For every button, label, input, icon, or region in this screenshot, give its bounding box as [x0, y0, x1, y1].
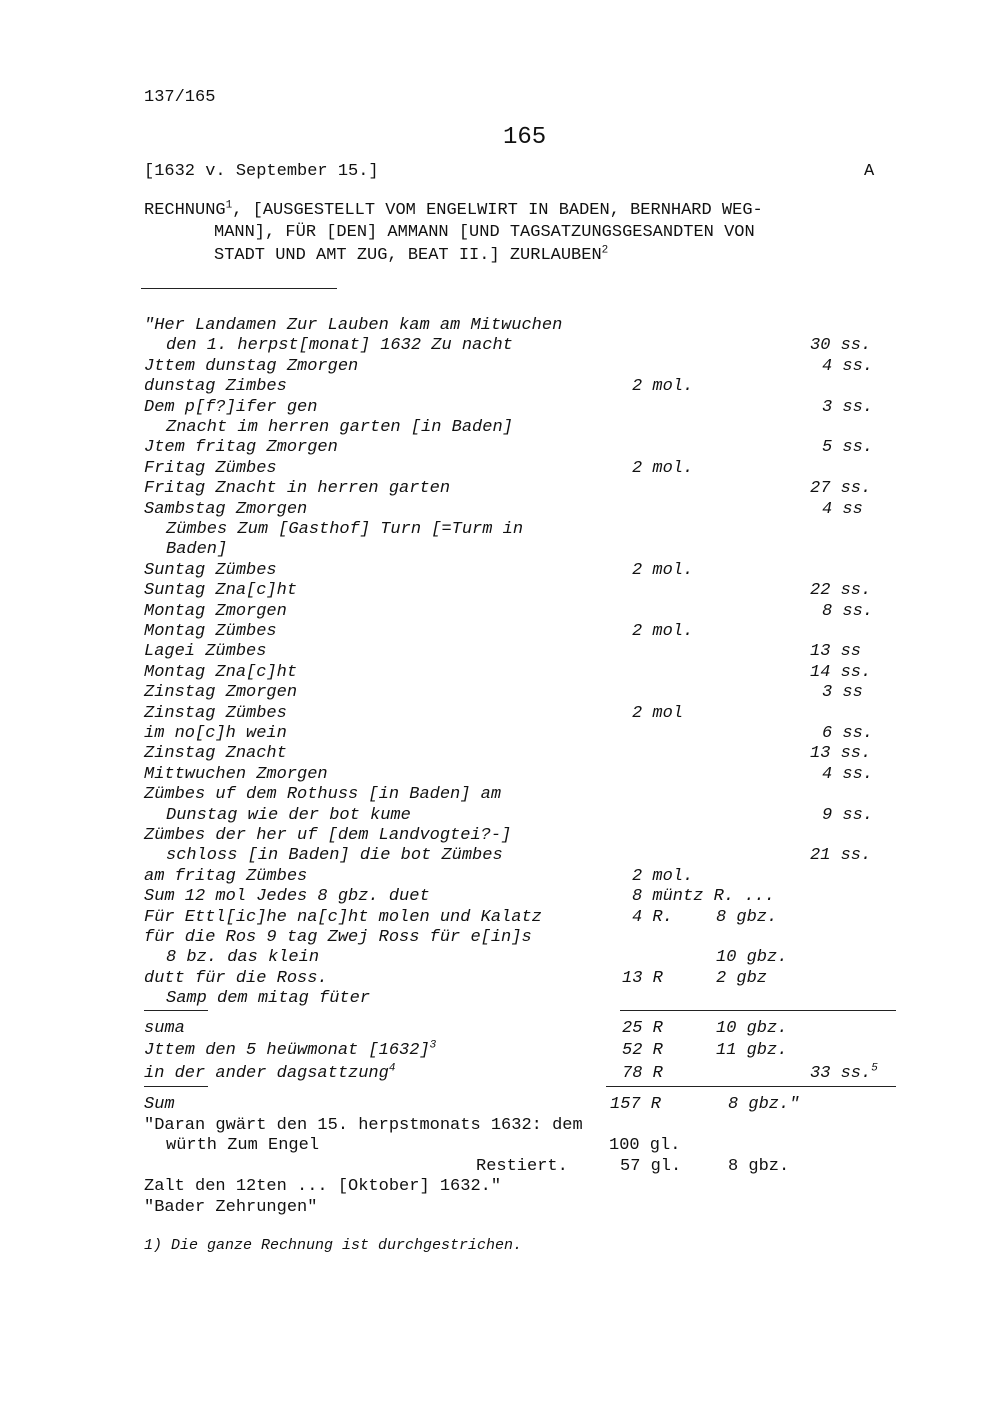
- type-letter: A: [864, 162, 875, 181]
- entry-text: Zinstag Znacht: [144, 744, 287, 763]
- entry-mol: 2 mol.: [632, 377, 694, 396]
- restiert-gulden: 57 gl.: [620, 1157, 682, 1176]
- entry-text: Fritag Zümbes: [144, 459, 277, 478]
- footnote-marker: 3: [429, 1039, 437, 1052]
- entry-underline: [144, 1010, 208, 1011]
- entry-text: Sum 12 mol Jedes 8 gbz. duet: [144, 887, 430, 906]
- archive-title: "Bader Zehrungen": [144, 1198, 318, 1217]
- closing-gulden: 100 gl.: [609, 1136, 681, 1155]
- sum-gulden: 157 R: [610, 1095, 662, 1114]
- jttem-batzen: 11 gbz.: [716, 1041, 788, 1060]
- entry-schilling: 9 ss.: [822, 806, 874, 825]
- entry-text: Jtem fritag Zmorgen: [144, 438, 338, 457]
- entry-schilling: 13 ss: [810, 642, 862, 661]
- entry-mol: 2 mol.: [632, 867, 694, 886]
- entry-batzen: 10 gbz.: [716, 948, 788, 967]
- heading-line-2: MANN], FÜR [DEN] AMMANN [UND TAGSATZUNGSGESANDTEN VON: [214, 223, 755, 242]
- restiert-label: Restiert.: [476, 1157, 568, 1176]
- ander-schilling: 33 ss.$^5$: [810, 1062, 878, 1083]
- entry-text: Montag Zmorgen: [144, 602, 287, 621]
- entry-text: Zinstag Zümbes: [144, 704, 287, 723]
- footnote-text: 1) Die ganze Rechnung ist durchgestrichen.: [144, 1237, 523, 1254]
- entry-text: am fritag Zümbes: [144, 867, 308, 886]
- sum-rule-left: [144, 1086, 208, 1087]
- sum-rule-right: [606, 1086, 896, 1087]
- entry-text: dunstag Zimbes: [144, 377, 287, 396]
- ander-label: in der ander dagsattzung$^4$: [144, 1062, 396, 1083]
- entry-text: Zümbes Zum [Gasthof] Turn [=Turm in: [166, 520, 524, 539]
- entry-schilling: 21 ss.: [810, 846, 872, 865]
- entry-text: Jttem dunstag Zmorgen: [144, 357, 359, 376]
- entry-batzen: 8 gbz.: [716, 908, 778, 927]
- entry-text: Zinstag Zmorgen: [144, 683, 298, 702]
- date-line: [1632 v. September 15.]: [144, 162, 379, 181]
- heading-line-3: STADT UND AMT ZUG, BEAT II.] ZURLAUBEN$^2$: [214, 244, 609, 265]
- entry-text: für die Ros 9 tag Zwej Ross für e[in]s: [144, 928, 532, 947]
- entry-text: Fritag Znacht in herren garten: [144, 479, 451, 498]
- footnote-marker: 4: [388, 1062, 396, 1075]
- jttem-label: Jttem den 5 heüwmonat $[1632]^3$: [144, 1039, 437, 1060]
- payment-line: Zalt den 12ten ... [Oktober] 1632.": [144, 1177, 502, 1196]
- entry-text: Znacht im herren garten [in Baden]: [166, 418, 513, 437]
- entry-schilling: 6 ss.: [822, 724, 874, 743]
- entry-text: dutt für die Ross.: [144, 969, 328, 988]
- entry-schilling: 4 ss.: [822, 357, 874, 376]
- entry-text: Für Ettl[ic]he na[c]ht molen und Kalatz: [144, 908, 542, 927]
- entry-mol: 4 R.: [632, 908, 673, 927]
- suma-batzen: 10 gbz.: [716, 1019, 788, 1038]
- entry-text: Montag Zümbes: [144, 622, 277, 641]
- entry-text: im no[c]h wein: [144, 724, 287, 743]
- entry-text: "Her Landamen Zur Lauben kam am Mitwuchen: [144, 316, 563, 335]
- sum-label: Sum: [144, 1095, 175, 1114]
- entry-schilling: 27 ss.: [810, 479, 872, 498]
- entry-text: Dem p[f?]ifer gen: [144, 398, 318, 417]
- entry-mol: 2 mol: [632, 704, 684, 723]
- ander-gulden: 78 R: [622, 1064, 663, 1083]
- closing-line-2: würth Zum Engel: [166, 1136, 320, 1155]
- footnote-marker: 5: [871, 1062, 878, 1075]
- entry-schilling: 22 ss.: [810, 581, 872, 600]
- entry-text: Suntag Zümbes: [144, 561, 277, 580]
- entry-schilling: 13 ss.: [810, 744, 872, 763]
- entry-text: den 1. herpst[monat] 1632 Zu nacht: [166, 336, 513, 355]
- page-reference: 137/165: [144, 88, 216, 107]
- entry-text: Samp dem mitag füter: [166, 989, 371, 1008]
- entry-text: Suntag Zna[c]ht: [144, 581, 298, 600]
- entry-schilling: 4 ss.: [822, 765, 874, 784]
- entry-text: Sambstag Zmorgen: [144, 500, 308, 519]
- entry-mol: 13 R: [622, 969, 663, 988]
- entry-text: Mittwuchen Zmorgen: [144, 765, 328, 784]
- sum-batzen: 8 gbz.": [728, 1095, 800, 1114]
- entry-text: Montag Zna[c]ht: [144, 663, 298, 682]
- entry-mol: 2 mol.: [632, 561, 694, 580]
- entry-schilling: 3 ss: [822, 683, 863, 702]
- entry-schilling: 8 ss.: [822, 602, 874, 621]
- suma-gulden: 25 R: [622, 1019, 663, 1038]
- entry-mol: 2 mol.: [632, 622, 694, 641]
- entry-schilling: 3 ss.: [822, 398, 874, 417]
- entry-text: Lagei Zümbes: [144, 642, 267, 661]
- subtotal-rule: [620, 1010, 896, 1011]
- footnote-marker: 1: [225, 199, 233, 212]
- entry-text: Zümbes uf dem Rothuss [in Baden] am: [144, 785, 502, 804]
- entry-text: Zümbes der her uf [dem Landvogtei?-]: [144, 826, 512, 845]
- closing-line-1: "Daran gwärt den 15. herpstmonats 1632: dem: [144, 1116, 583, 1135]
- entry-text: Baden]: [166, 540, 228, 559]
- entry-batzen: 2 gbz: [716, 969, 768, 988]
- document-number: 165: [503, 124, 547, 151]
- entry-text: 8 bz. das klein: [166, 948, 320, 967]
- heading-line-1: RECHNUNG$^1$, [AUSGESTELLT VOM ENGELWIRT IN BADEN, BERNHARD WEG-: [144, 199, 763, 220]
- restiert-batzen: 8 gbz.: [728, 1157, 790, 1176]
- heading-rule: [141, 288, 337, 289]
- footnote-marker: 2: [601, 244, 609, 257]
- jttem-gulden: 52 R: [622, 1041, 663, 1060]
- entry-schilling: 4 ss: [822, 500, 863, 519]
- entry-schilling: 14 ss.: [810, 663, 872, 682]
- entry-text: Dunstag wie der bot kume: [166, 806, 411, 825]
- entry-text: schloss [in Baden] die bot Zümbes: [166, 846, 503, 865]
- entry-schilling: 30 ss.: [810, 336, 872, 355]
- suma-label: suma: [144, 1019, 185, 1038]
- entry-schilling: 5 ss.: [822, 438, 874, 457]
- entry-mol: 8 müntz R. ...: [632, 887, 775, 906]
- entry-mol: 2 mol.: [632, 459, 694, 478]
